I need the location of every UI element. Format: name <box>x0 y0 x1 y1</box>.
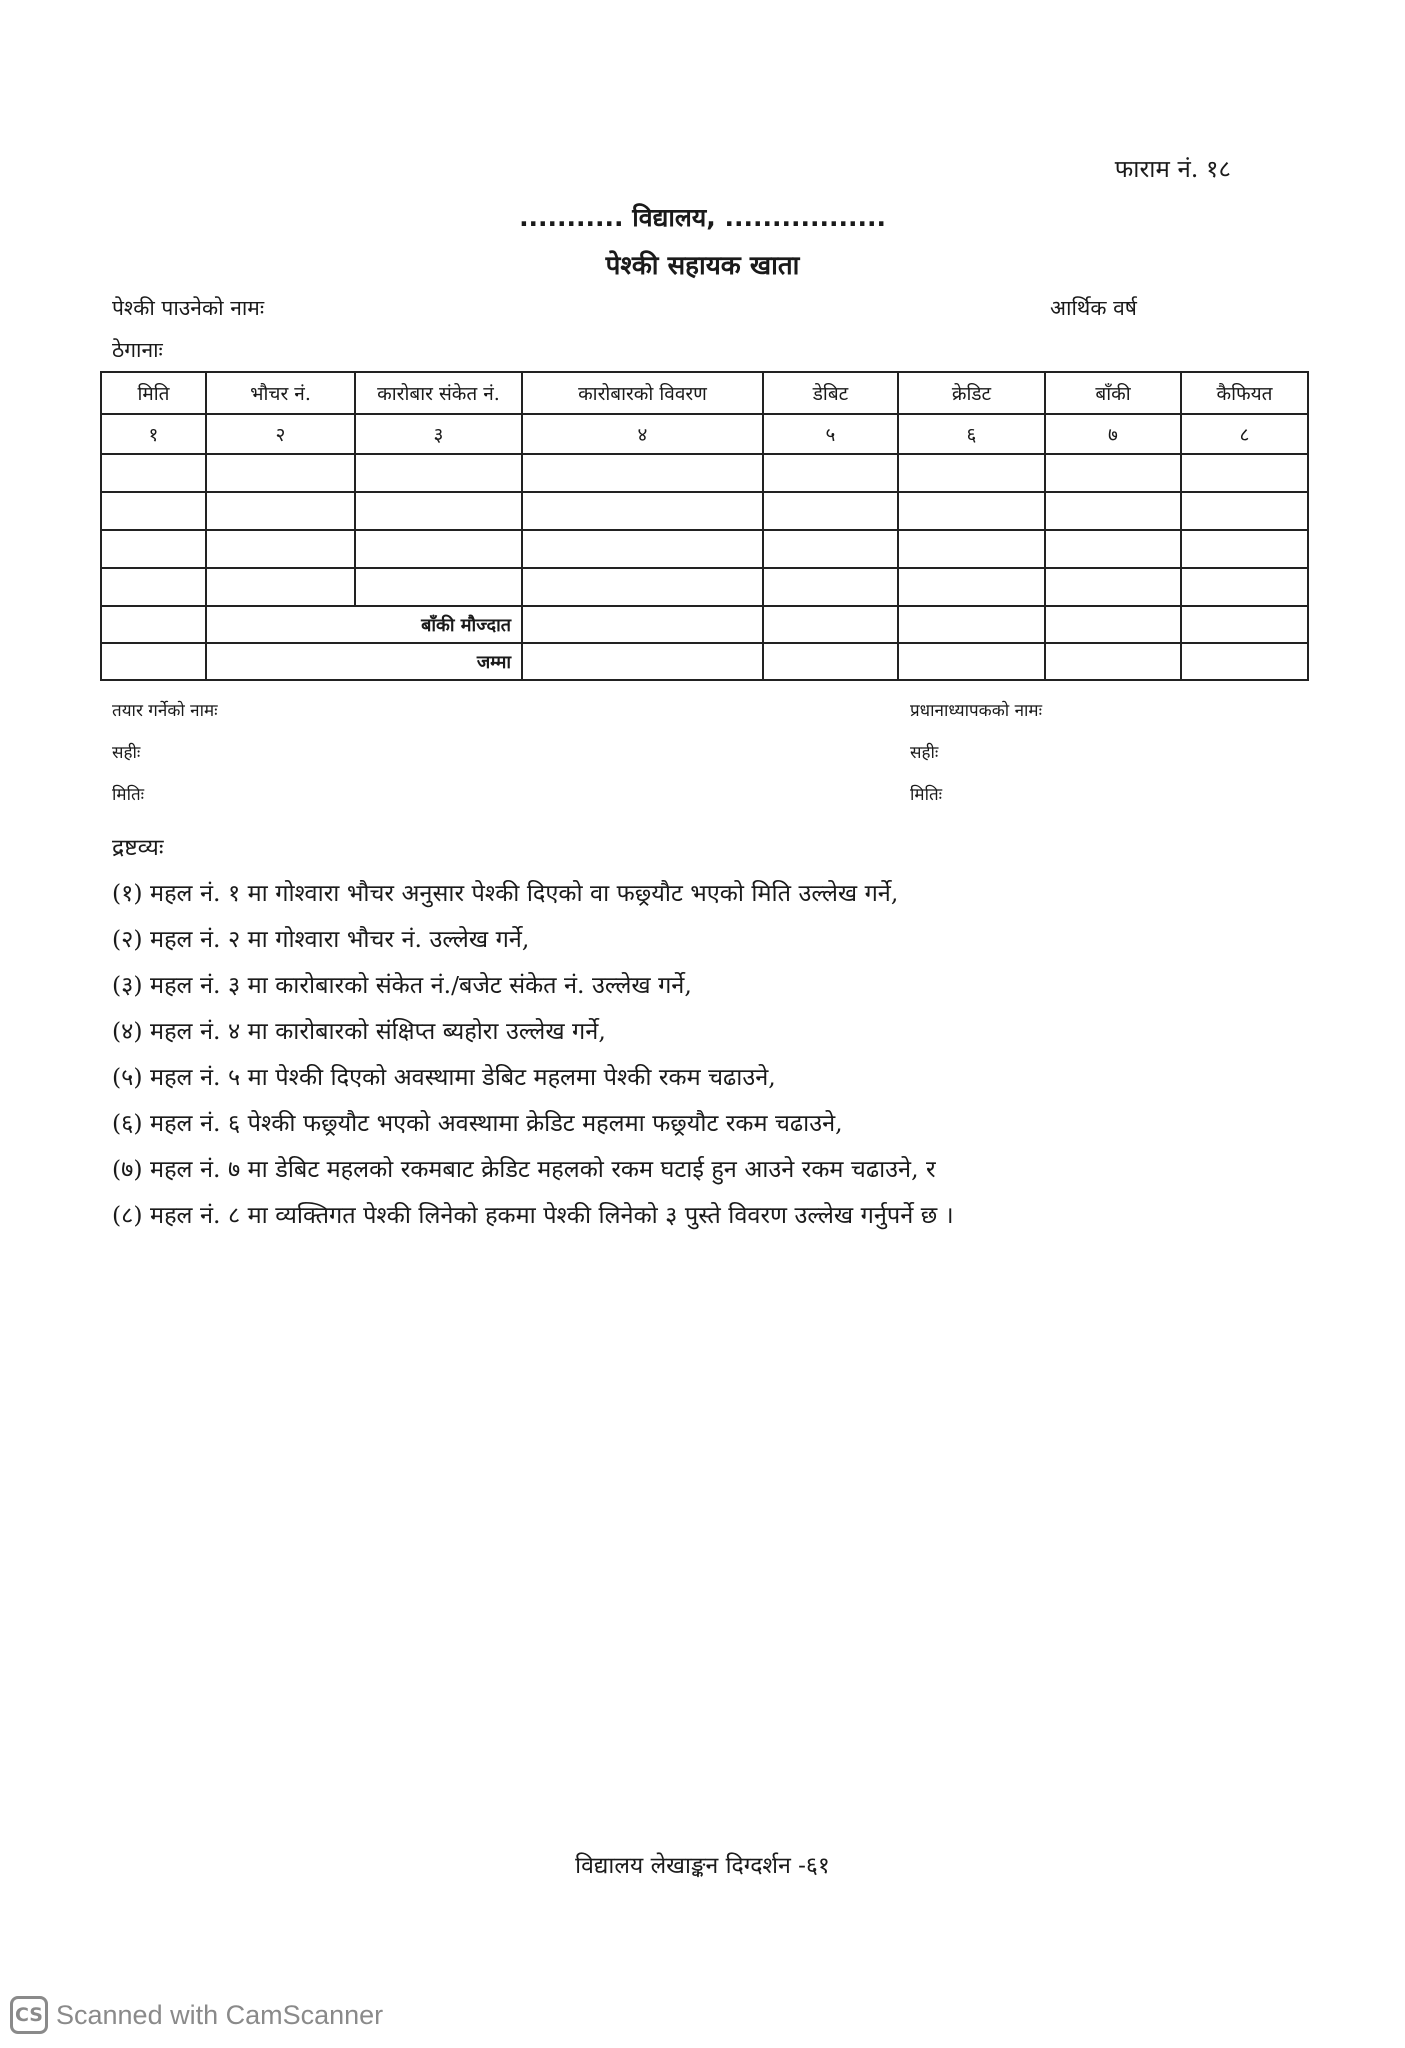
table-cell <box>1181 492 1308 530</box>
page-title: पेश्की सहायक खाता <box>605 251 800 281</box>
table-cell <box>101 454 206 492</box>
table-cell <box>522 530 763 568</box>
table-cell <box>1181 643 1308 680</box>
table-cell <box>763 454 898 492</box>
table-cell <box>522 568 763 606</box>
column-number: ८ <box>1181 414 1308 454</box>
table-cell <box>763 568 898 606</box>
table-cell <box>898 454 1045 492</box>
advance-ledger-table <box>100 371 1309 681</box>
note-item: (४) महल नं. ४ मा कारोबारको संक्षिप्त ब्यहोरा उल्लेख गर्ने, <box>112 1017 606 1045</box>
table-cell <box>1181 454 1308 492</box>
table-header-row <box>101 372 1308 414</box>
column-header-balance: बाँकी <box>1045 372 1181 414</box>
table-cell <box>355 568 522 606</box>
table-row <box>101 454 1308 492</box>
column-number: ६ <box>898 414 1045 454</box>
total-row <box>101 643 1308 680</box>
table-cell <box>763 643 898 680</box>
preparer-signature-label: सहीः <box>112 743 141 763</box>
column-header-voucher-no: भौचर नं. <box>206 372 355 414</box>
headteacher-name-label: प्रधानाध्यापकको नामः <box>910 701 1043 721</box>
table-cell <box>522 492 763 530</box>
note-item: (५) महल नं. ५ मा पेश्की दिएको अवस्थामा डेबिट महलमा पेश्की रकम चढाउने, <box>112 1063 776 1091</box>
table-row <box>101 492 1308 530</box>
table-cell <box>522 606 763 643</box>
column-header-transaction-code: कारोबार संकेत नं. <box>355 372 522 414</box>
balance-label: बाँकी मौज्दात <box>206 606 522 643</box>
recipient-name-label: पेश्की पाउनेको नामः <box>112 296 265 320</box>
table-cell <box>1045 492 1181 530</box>
table-cell <box>355 530 522 568</box>
table-cell <box>763 606 898 643</box>
table-cell <box>898 530 1045 568</box>
camscanner-watermark <box>10 1996 383 2034</box>
table-cell <box>898 606 1045 643</box>
address-label: ठेगानाः <box>112 338 163 362</box>
column-header-remarks: कैफियत <box>1181 372 1308 414</box>
watermark-text: Scanned with CamScanner <box>56 1999 384 2030</box>
column-header-credit: क्रेडिट <box>898 372 1045 414</box>
headteacher-date-label: मितिः <box>910 785 943 805</box>
table-cell <box>1045 454 1181 492</box>
table-cell <box>101 606 206 643</box>
preparer-date-label: मितिः <box>112 785 145 805</box>
table-cell <box>101 492 206 530</box>
table-cell <box>763 492 898 530</box>
note-item: (१) महल नं. १ मा गोश्वारा भौचर अनुसार पेश्की दिएको वा फछ्र्यौट भएको मिति उल्लेख गर्ने, <box>112 879 899 907</box>
table-cell <box>1181 530 1308 568</box>
table-row <box>101 530 1308 568</box>
table-cell <box>1045 643 1181 680</box>
table-cell <box>206 530 355 568</box>
form-number: फाराम नं. १८ <box>1114 155 1231 183</box>
table-cell <box>763 530 898 568</box>
table-cell <box>206 454 355 492</box>
table-cell <box>206 568 355 606</box>
note-item: (३) महल नं. ३ मा कारोबारको संकेत नं./बजेट संकेत नं. उल्लेख गर्ने, <box>112 971 692 999</box>
table-cell <box>101 568 206 606</box>
table-cell <box>1045 606 1181 643</box>
table-cell <box>1181 568 1308 606</box>
column-number-row <box>101 414 1308 454</box>
preparer-name-label: तयार गर्नेको नामः <box>112 701 218 721</box>
column-header-description: कारोबारको विवरण <box>522 372 763 414</box>
table-cell <box>898 643 1045 680</box>
table-cell <box>355 492 522 530</box>
table-cell <box>206 492 355 530</box>
camscanner-logo-icon: CS <box>10 1996 48 2034</box>
note-item: (६) महल नं. ६ पेश्की फछ्र्यौट भएको अवस्थामा क्रेडिट महलमा फछ्र्यौट रकम चढाउने, <box>112 1109 843 1137</box>
table-row <box>101 568 1308 606</box>
note-item: (७) महल नं. ७ मा डेबिट महलको रकमबाट क्रेडिट महलको रकम घटाई हुन आउने रकम चढाउने, र <box>112 1155 936 1183</box>
school-name-line: ........... विद्यालय, ................. <box>519 203 886 232</box>
page-footer: विद्यालय लेखाङ्कन दिग्दर्शन -६१ <box>575 1853 830 1879</box>
total-label: जम्मा <box>206 643 522 680</box>
column-header-debit: डेबिट <box>763 372 898 414</box>
table-cell <box>522 454 763 492</box>
table-cell <box>1181 606 1308 643</box>
column-number: १ <box>101 414 206 454</box>
table-cell <box>898 568 1045 606</box>
column-number: २ <box>206 414 355 454</box>
table-cell <box>522 643 763 680</box>
table-cell <box>1045 530 1181 568</box>
note-item: (२) महल नं. २ मा गोश्वारा भौचर नं. उल्लेख गर्ने, <box>112 925 530 953</box>
table-cell <box>101 643 206 680</box>
table-cell <box>355 454 522 492</box>
table-cell <box>1045 568 1181 606</box>
column-number: ३ <box>355 414 522 454</box>
fiscal-year-label: आर्थिक वर्ष <box>1050 296 1137 320</box>
headteacher-signature-label: सहीः <box>910 743 939 763</box>
column-number: ४ <box>522 414 763 454</box>
column-header-date: मिति <box>101 372 206 414</box>
balance-row <box>101 606 1308 643</box>
column-number: ७ <box>1045 414 1181 454</box>
notes-list <box>112 870 1262 1238</box>
table-cell <box>101 530 206 568</box>
table-cell <box>898 492 1045 530</box>
note-item: (८) महल नं. ८ मा व्यक्तिगत पेश्की लिनेको हकमा पेश्की लिनेको ३ पुस्ते विवरण उल्लेख गर्नुपर्ने छ । <box>112 1201 954 1229</box>
column-number: ५ <box>763 414 898 454</box>
notes-heading: द्रष्टव्यः <box>112 835 164 861</box>
